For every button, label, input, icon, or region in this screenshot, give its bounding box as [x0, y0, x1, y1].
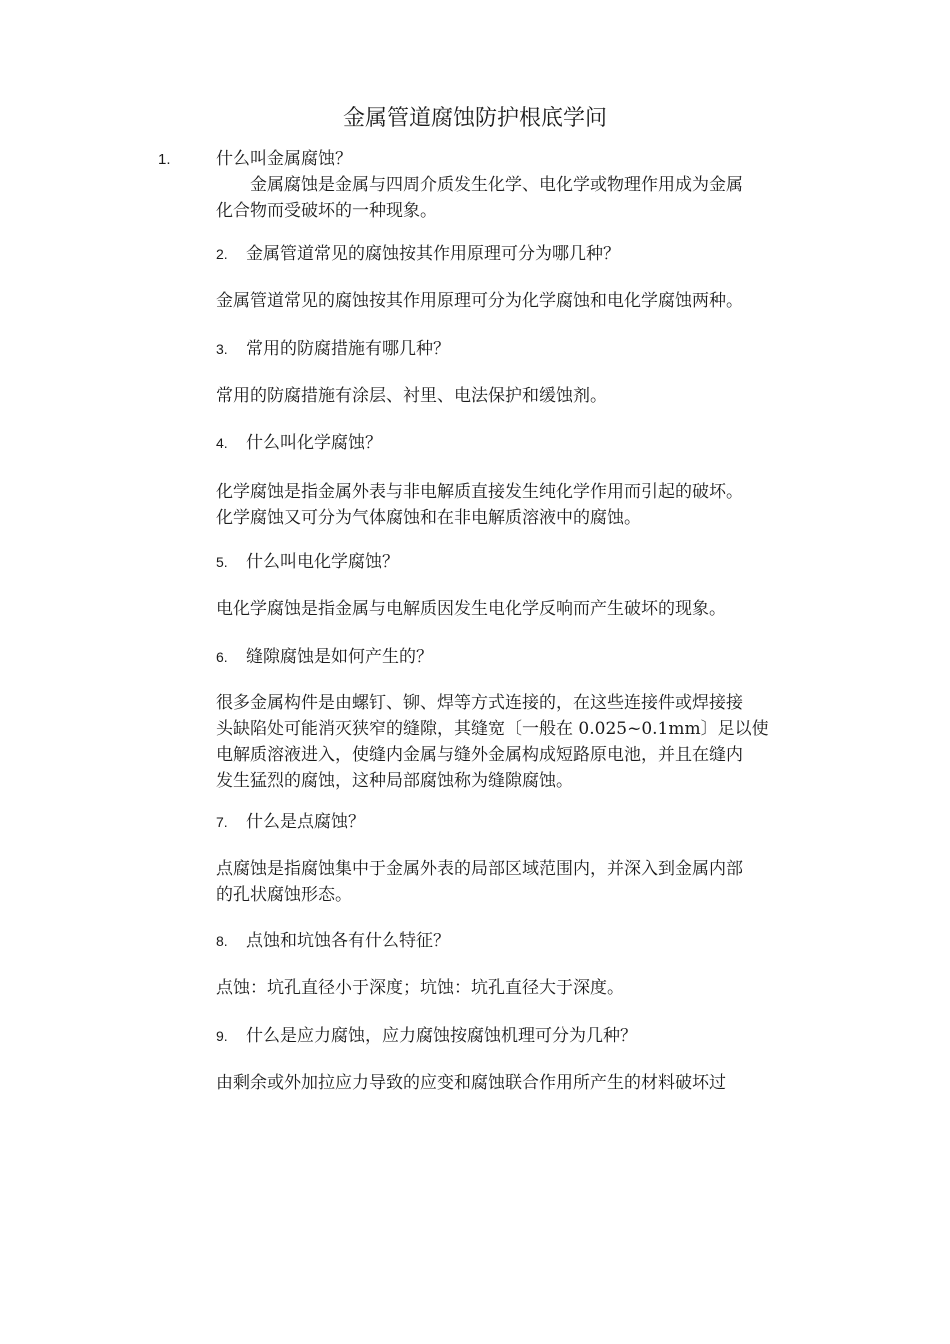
answer-line: 化合物而受破坏的一种现象。: [216, 201, 437, 221]
answer-line: 点蚀：坑孔直径小于深度；坑蚀：坑孔直径大于深度。: [216, 978, 624, 998]
question-text: 什么叫化学腐蚀？: [246, 433, 382, 453]
question-text: 什么是点腐蚀？: [246, 812, 365, 832]
answer-line: 发生猛烈的腐蚀，这种局部腐蚀称为缝隙腐蚀。: [216, 771, 573, 791]
answer-line: 由剩余或外加拉应力导致的应变和腐蚀联合作用所产生的材料破坏过: [216, 1073, 726, 1093]
question-text: 什么是应力腐蚀，应力腐蚀按腐蚀机理可分为几种？: [246, 1026, 637, 1046]
question-heading: [216, 549, 399, 575]
question-heading: [216, 241, 620, 267]
answer-paragraph: [216, 596, 812, 622]
answer-line: 的孔状腐蚀形态。: [216, 885, 352, 905]
question-heading: [216, 430, 382, 456]
question-number: 4.: [216, 435, 228, 451]
answer-line: 很多金属构件是由螺钉、铆、焊等方式连接的，在这些连接件或焊接接: [216, 693, 743, 713]
answer-line: 头缺陷处可能消灭狭窄的缝隙，其缝宽〔一般在 0.025~0.1mm〕足以使: [216, 719, 769, 739]
answer-line: 常用的防腐措施有涂层、衬里、电法保护和缓蚀剂。: [216, 386, 607, 406]
question-text: 常用的防腐措施有哪几种？: [246, 339, 450, 359]
question-heading: [216, 809, 365, 835]
answer-paragraph: [216, 856, 812, 908]
question-heading: [216, 336, 450, 362]
question-number: 7.: [216, 814, 228, 830]
question-number: 2.: [216, 246, 228, 262]
document-title: 金属管道腐蚀防护根底学问: [342, 106, 607, 131]
answer-line: 化学腐蚀又可分为气体腐蚀和在非电解质溶液中的腐蚀。: [216, 508, 641, 528]
question-text: 点蚀和坑蚀各有什么特征？: [246, 931, 450, 951]
question-text: 什么叫金属腐蚀？: [216, 149, 352, 169]
question-number: 3.: [216, 341, 228, 357]
answer-paragraph: [216, 172, 812, 224]
question-heading: [216, 1023, 637, 1049]
question-number: 6.: [216, 649, 228, 665]
question-text: 金属管道常见的腐蚀按其作用原理可分为哪几种？: [246, 244, 620, 264]
answer-line: 电化学腐蚀是指金属与电解质因发生电化学反响而产生破坏的现象。: [216, 599, 726, 619]
answer-line: 化学腐蚀是指金属外表与非电解质直接发生纯化学作用而引起的破坏。: [216, 482, 743, 502]
answer-line: 点腐蚀是指腐蚀集中于金属外表的局部区域范围内，并深入到金属内部: [216, 859, 743, 879]
question-text: 缝隙腐蚀是如何产生的？: [246, 647, 433, 667]
question-number: 9.: [216, 1028, 228, 1044]
question-heading: [216, 644, 433, 670]
answer-paragraph: [216, 383, 812, 409]
answer-paragraph: [216, 690, 812, 794]
answer-line: 金属腐蚀是金属与四周介质发生化学、电化学或物理作用成为金属: [250, 175, 743, 195]
question-number: 8.: [216, 933, 228, 949]
question-number: 1.: [158, 151, 171, 168]
answer-line: 电解质溶液进入，使缝内金属与缝外金属构成短路原电池，并且在缝内: [216, 745, 743, 765]
question-text: 什么叫电化学腐蚀？: [246, 552, 399, 572]
answer-line: 金属管道常见的腐蚀按其作用原理可分为化学腐蚀和电化学腐蚀两种。: [216, 291, 743, 311]
answer-paragraph: [216, 975, 812, 1001]
question-number: 5.: [216, 554, 228, 570]
question-heading: [216, 928, 450, 954]
answer-paragraph: [216, 288, 812, 314]
answer-paragraph: [216, 1070, 812, 1096]
answer-paragraph: [216, 479, 812, 531]
